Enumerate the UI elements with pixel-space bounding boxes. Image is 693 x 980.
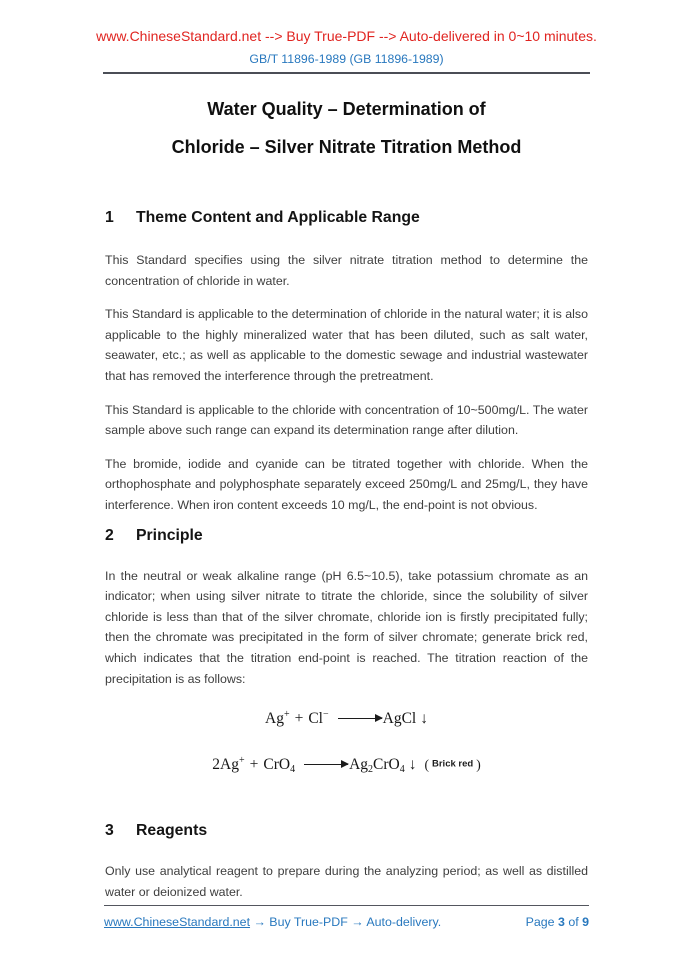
paragraph: Only use analytical reagent to prepare during the analyzing period; as well as distilled water or deionized water. xyxy=(105,864,588,899)
close-paren: ) xyxy=(476,757,481,773)
header-divider xyxy=(103,72,590,74)
paragraph: This Standard is applicable to the determination of chloride in the natural water; it is also applicable to the highly mineralized water that has been diluted, such as salt water, seawater, etc.; as well as applicable to the domestic sewage and industrial wastewater that has removed the interference through the pretreatment. xyxy=(105,307,588,383)
section-1-heading xyxy=(105,207,588,228)
document-title xyxy=(0,90,693,166)
plus-sign: + xyxy=(249,756,259,774)
reaction-arrow-icon xyxy=(338,718,382,720)
page-current: 3 xyxy=(557,915,565,929)
paragraph: In the neutral or weak alkaline range (pH 6.5~10.5), take potassium chromate as an indicator; when using silver nitrate to titrate the chloride, since the solubility of silver chloride is less than that of the silver chromate, chloride ion is firstly precipitated fully; then the chromate was precipitated in the form of silver chromate; generate brick red, which indicates that the titration end-point is reached. The titration reaction of the precipitation is as follows: xyxy=(105,568,588,686)
reactant: 2Ag xyxy=(212,756,239,774)
precipitate-arrow-icon: ↓ xyxy=(408,756,417,774)
formula-subscript: 4 xyxy=(290,764,296,776)
page-footer xyxy=(104,905,589,929)
reactant: CrO xyxy=(263,756,291,774)
formula-subscript: 2 xyxy=(368,764,374,776)
document-title-line2: Chloride – Silver Nitrate Titration Method xyxy=(171,137,522,157)
page-label: Page xyxy=(525,915,558,929)
section-1-title: Theme Content and Applicable Range xyxy=(136,209,420,226)
reactant: Ag xyxy=(265,710,284,728)
reaction-equation-1 xyxy=(105,703,588,731)
section-2-number: 2 xyxy=(105,526,114,544)
product: CrO xyxy=(373,756,400,774)
open-paren: ( xyxy=(424,757,429,773)
section-2-title: Principle xyxy=(136,526,203,544)
brick-red-note: Brick red xyxy=(432,758,474,770)
footer-delivery-line xyxy=(104,915,441,929)
document-body xyxy=(105,207,588,902)
section-3-title: Reagents xyxy=(136,822,208,840)
section-3-heading xyxy=(105,820,588,841)
document-title-line1: Water Quality – Determination of xyxy=(207,99,486,119)
charge-superscript: + xyxy=(239,755,245,767)
charge-superscript: − xyxy=(323,709,329,721)
product: AgCl xyxy=(382,710,417,728)
page-header xyxy=(0,0,693,74)
section-1-number: 1 xyxy=(105,209,114,226)
paragraph: This Standard is applicable to the chloride with concentration of 10~500mg/L. The water sample above such range can expand its determination range after dilution. xyxy=(105,402,588,438)
product: Ag xyxy=(349,756,369,774)
page-total: 9 xyxy=(582,915,589,929)
footer-link[interactable]: www.ChineseStandard.net xyxy=(104,915,251,929)
header-promo-text: www.ChineseStandard.net --> Buy True-PDF --> Auto-delivered in 0~10 minutes. xyxy=(96,28,597,44)
section-2-heading xyxy=(105,525,588,546)
standard-number: GB/T 11896-1989 (GB 11896-1989) xyxy=(249,52,444,66)
charge-superscript: + xyxy=(283,709,290,721)
page-of-label: of xyxy=(564,915,583,929)
formula-subscript: 4 xyxy=(399,764,405,776)
paragraph: The bromide, iodide and cyanide can be titrated together with chloride. When the orthophosphate and polyphosphate separately exceed 250mg/L and 25mg/L, they have interference. When iron content exceeds 10 mg/L, the end-point is not obvious. xyxy=(105,456,588,512)
section-3-number: 3 xyxy=(105,822,114,840)
plus-sign: + xyxy=(294,710,304,728)
reaction-arrow-icon xyxy=(304,764,348,766)
reactant: Cl xyxy=(308,710,323,728)
footer-delivery-text: → Buy True-PDF → Auto-delivery. xyxy=(250,915,442,929)
page-indicator xyxy=(526,915,589,929)
paragraph: This Standard specifies using the silver nitrate titration method to determine the concentration of chloride in water. xyxy=(105,253,588,288)
precipitate-arrow-icon: ↓ xyxy=(420,710,428,728)
reaction-equation-2 xyxy=(105,749,588,782)
